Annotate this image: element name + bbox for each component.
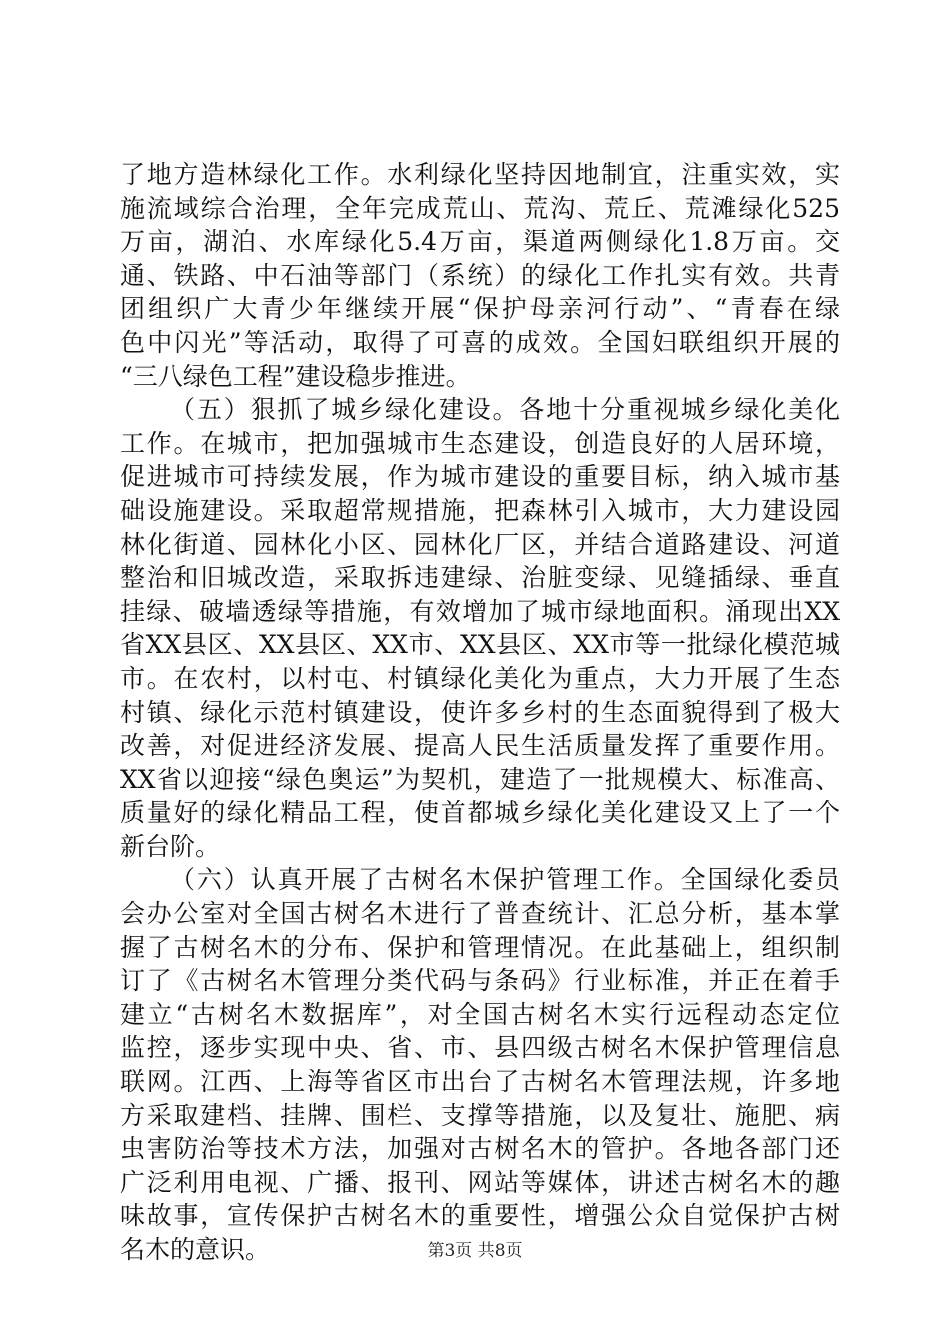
paragraph-p5	[120, 393, 840, 863]
text-line: 了地方造林绿化工作。水利绿化坚持因地制宜，注重实效，实	[120, 160, 840, 189]
text-line: “三八绿色工程”建设稳步推进。	[120, 361, 471, 391]
text-line: 工作。在城市，把加强城市生态建设，创造良好的人居环境，	[120, 428, 840, 458]
text-line: （五）狠抓了城乡绿化建设。各地十分重视城乡绿化美化	[170, 395, 840, 425]
text-line: （六）认真开展了古树名木保护管理工作。全国绿化委员	[170, 865, 840, 895]
text-line: 促进城市可持续发展，作为城市建设的重要目标，纳入城市基	[120, 462, 840, 492]
text-line: 色中闪光”等活动，取得了可喜的成效。全国妇联组织开展的	[120, 327, 840, 357]
text-line: 名木的意识。	[120, 1235, 271, 1264]
text-line: 施流域综合治理，全年完成荒山、荒沟、荒丘、荒滩绿化525	[120, 193, 840, 223]
text-line: 会办公室对全国古树名木进行了普查统计、汇总分析，基本掌	[120, 899, 840, 929]
text-line: 订了《古树名木管理分类代码与条码》行业标准，并正在着手	[120, 966, 840, 996]
text-line: 省XX县区、XX县区、XX市、XX县区、XX市等一批绿化模范城	[120, 630, 840, 660]
text-line: 联网。江西、上海等省区市出台了古树名木管理法规，许多地	[120, 1067, 840, 1097]
text-line: 虫害防治等技术方法，加强对古树名木的管护。各地各部门还	[120, 1134, 840, 1164]
document-body	[120, 158, 840, 1267]
text-line: 监控，逐步实现中央、省、市、县四级古树名木保护管理信息	[120, 1033, 840, 1063]
text-line: XX省以迎接“绿色奥运”为契机，建造了一批规模大、标准高、	[120, 764, 840, 794]
text-line: 林化街道、园林化小区、园林化厂区，并结合道路建设、河道	[120, 529, 840, 559]
text-line: 建立“古树名木数据库”，对全国古树名木实行远程动态定位	[120, 999, 840, 1029]
text-line: 万亩，湖泊、水库绿化5.4万亩，渠道两侧绿化1.8万亩。交	[120, 227, 840, 257]
text-line: 整治和旧城改造，采取拆违建绿、治脏变绿、见缝插绿、垂直	[120, 563, 840, 593]
paragraph-p6	[120, 863, 840, 1266]
page-footer: 第3页 共8页	[427, 1241, 523, 1261]
text-line: 通、铁路、中石油等部门（系统）的绿化工作扎实有效。共青	[120, 260, 840, 290]
text-line: 广泛利用电视、广播、报刊、网站等媒体，讲述古树名木的趣	[120, 1167, 840, 1197]
text-line: 挂绿、破墙透绿等措施，有效增加了城市绿地面积。涌现出XX	[120, 596, 840, 626]
text-line: 新台阶。	[120, 831, 221, 861]
text-line: 质量好的绿化精品工程，使首都城乡绿化美化建设又上了一个	[120, 798, 840, 828]
text-line: 团组织广大青少年继续开展“保护母亲河行动”、“青春在绿	[120, 294, 840, 324]
text-line: 味故事，宣传保护古树名木的重要性，增强公众自觉保护古树	[120, 1201, 840, 1231]
text-line: 础设施建设。采取超常规措施，把森林引入城市，大力建设园	[120, 495, 840, 525]
text-line: 市。在农村，以村屯、村镇绿化美化为重点，大力开展了生态	[120, 663, 840, 693]
text-line: 方采取建档、挂牌、围栏、支撑等措施，以及复壮、施肥、病	[120, 1100, 840, 1130]
text-line: 握了古树名木的分布、保护和管理情况。在此基础上，组织制	[120, 932, 840, 962]
paragraph-p4-continued	[120, 158, 840, 393]
text-line: 村镇、绿化示范村镇建设，使许多乡村的生态面貌得到了极大	[120, 697, 840, 727]
text-line: 改善，对促进经济发展、提高人民生活质量发挥了重要作用。	[120, 731, 840, 761]
